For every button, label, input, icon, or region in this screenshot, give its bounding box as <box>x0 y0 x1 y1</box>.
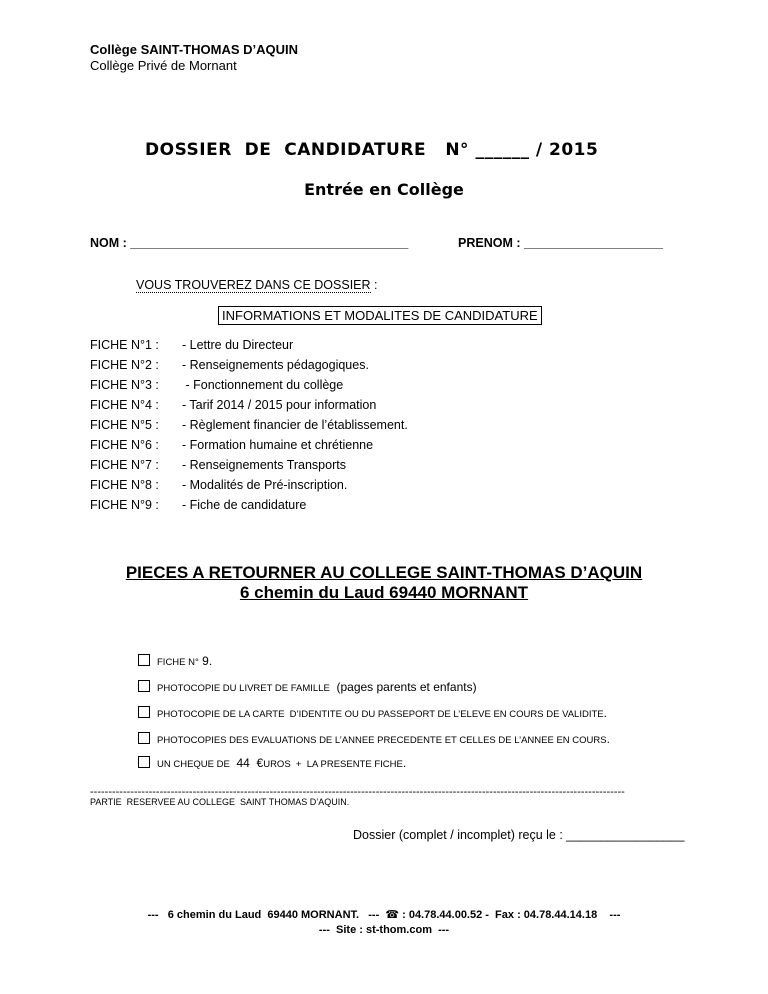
item-label: PHOTOCOPIE DU LIVRET DE FAMILLE <box>157 683 330 694</box>
fiche-text: - Fonctionnement du collège <box>182 378 344 392</box>
contents-intro-underlined: VOUS TROUVEREZ DANS CE DOSSIER <box>136 278 371 292</box>
telephone-icon: ☎ <box>385 908 400 921</box>
item-label: UN CHEQUE DE <box>157 759 230 770</box>
fiche-number: FICHE N°4 : <box>90 398 159 412</box>
fiche-row <box>90 438 373 452</box>
item-label: FICHE N° <box>157 657 199 668</box>
checkbox[interactable] <box>138 654 150 666</box>
checkbox[interactable] <box>138 732 150 744</box>
school-name: Collège SAINT-THOMAS D’AQUIN <box>90 42 299 57</box>
school-subtitle: Collège Privé de Mornant <box>90 58 237 73</box>
checklist-item <box>138 756 406 770</box>
item-label-rest: (pages parents et enfants) <box>329 680 477 694</box>
fiche-number: FICHE N°3 : <box>90 378 159 392</box>
item-label-rest: UROS + LA PRESENTE FICHE <box>263 759 403 770</box>
separator-dashes: -------------------------------------------------------------------------------------------------------------------------------------------------- <box>90 786 625 798</box>
fiche-text: - Règlement financier de l’établissement. <box>182 418 408 432</box>
checklist-item <box>138 706 607 720</box>
pieces-title <box>0 563 768 603</box>
fiche-number: FICHE N°1 : <box>90 338 159 352</box>
dossier-title: DOSSIER DE CANDIDATURE N° ______ / 2015 <box>145 140 599 160</box>
footer-site: --- Site : st-thom.com --- <box>318 924 450 936</box>
entree-subtitle: Entrée en Collège <box>304 180 464 199</box>
fiche-row <box>90 338 293 352</box>
checklist-item <box>138 680 477 694</box>
info-box-label: INFORMATIONS ET MODALITES DE CANDIDATURE <box>218 306 542 325</box>
fiche-number: FICHE N°7 : <box>90 458 159 472</box>
fiche-number: FICHE N°8 : <box>90 478 159 492</box>
pieces-title-line1: PIECES A RETOURNER AU COLLEGE SAINT-THOMAS D’AQUIN <box>125 563 643 582</box>
fiche-row <box>90 458 346 472</box>
footer-address-text: --- 6 chemin du Laud 69440 MORNANT. --- <box>147 909 386 921</box>
fiche-row <box>90 498 306 512</box>
pieces-title-line2: 6 chemin du Laud 69440 MORNANT <box>239 583 529 602</box>
fiche-row <box>90 418 408 432</box>
fiche-text: - Tarif 2014 / 2015 pour information <box>182 398 377 412</box>
contents-intro-suffix: : <box>370 278 378 292</box>
item-label: PHOTOCOPIES DES EVALUATIONS DE L’ANNEE PRECEDENTE ET CELLES DE L’ANNEE EN COURS <box>157 735 607 746</box>
item-label-rest: 9. <box>198 654 213 668</box>
contents-intro <box>136 278 378 292</box>
fiche-row <box>90 358 369 372</box>
checkbox[interactable] <box>138 680 150 692</box>
checklist-item <box>138 732 610 746</box>
checkbox[interactable] <box>138 706 150 718</box>
prenom-field[interactable]: PRENOM : ____________________ <box>458 236 664 250</box>
fiche-row <box>90 378 343 392</box>
fiche-number: FICHE N°9 : <box>90 498 159 512</box>
item-amount: 44 € <box>229 756 264 770</box>
fiche-number: FICHE N°6 : <box>90 438 159 452</box>
checklist-item <box>138 654 212 668</box>
recu-field[interactable]: Dossier (complet / incomplet) reçu le : _________________ <box>353 828 685 842</box>
item-tail: . <box>402 756 407 770</box>
item-label-rest: . <box>606 732 610 746</box>
fiche-text: - Formation humaine et chrétienne <box>182 438 374 452</box>
fiche-text: - Fiche de candidature <box>182 498 307 512</box>
fiche-text: - Lettre du Directeur <box>182 338 294 352</box>
checkbox[interactable] <box>138 756 150 768</box>
item-label: PHOTOCOPIE DE LA CARTE D’IDENTITE OU DU PASSEPORT DE L’ELEVE EN COURS DE VALIDITE <box>157 709 604 720</box>
footer-address <box>0 908 768 921</box>
item-label-rest: . <box>603 706 607 720</box>
nom-field[interactable]: NOM : ________________________________________ <box>90 236 409 250</box>
fiche-text: - Modalités de Pré-inscription. <box>182 478 348 492</box>
fiche-row <box>90 478 347 492</box>
fiche-number: FICHE N°2 : <box>90 358 159 372</box>
footer-contact-text: : 04.78.44.00.52 - Fax : 04.78.44.14.18 --- <box>399 909 621 921</box>
fiche-row <box>90 398 376 412</box>
reserve-label: PARTIE RESERVEE AU COLLEGE SAINT THOMAS D’AQUIN. <box>90 797 350 807</box>
fiche-text: - Renseignements pédagogiques. <box>182 358 369 372</box>
fiche-number: FICHE N°5 : <box>90 418 159 432</box>
fiche-text: - Renseignements Transports <box>182 458 346 472</box>
